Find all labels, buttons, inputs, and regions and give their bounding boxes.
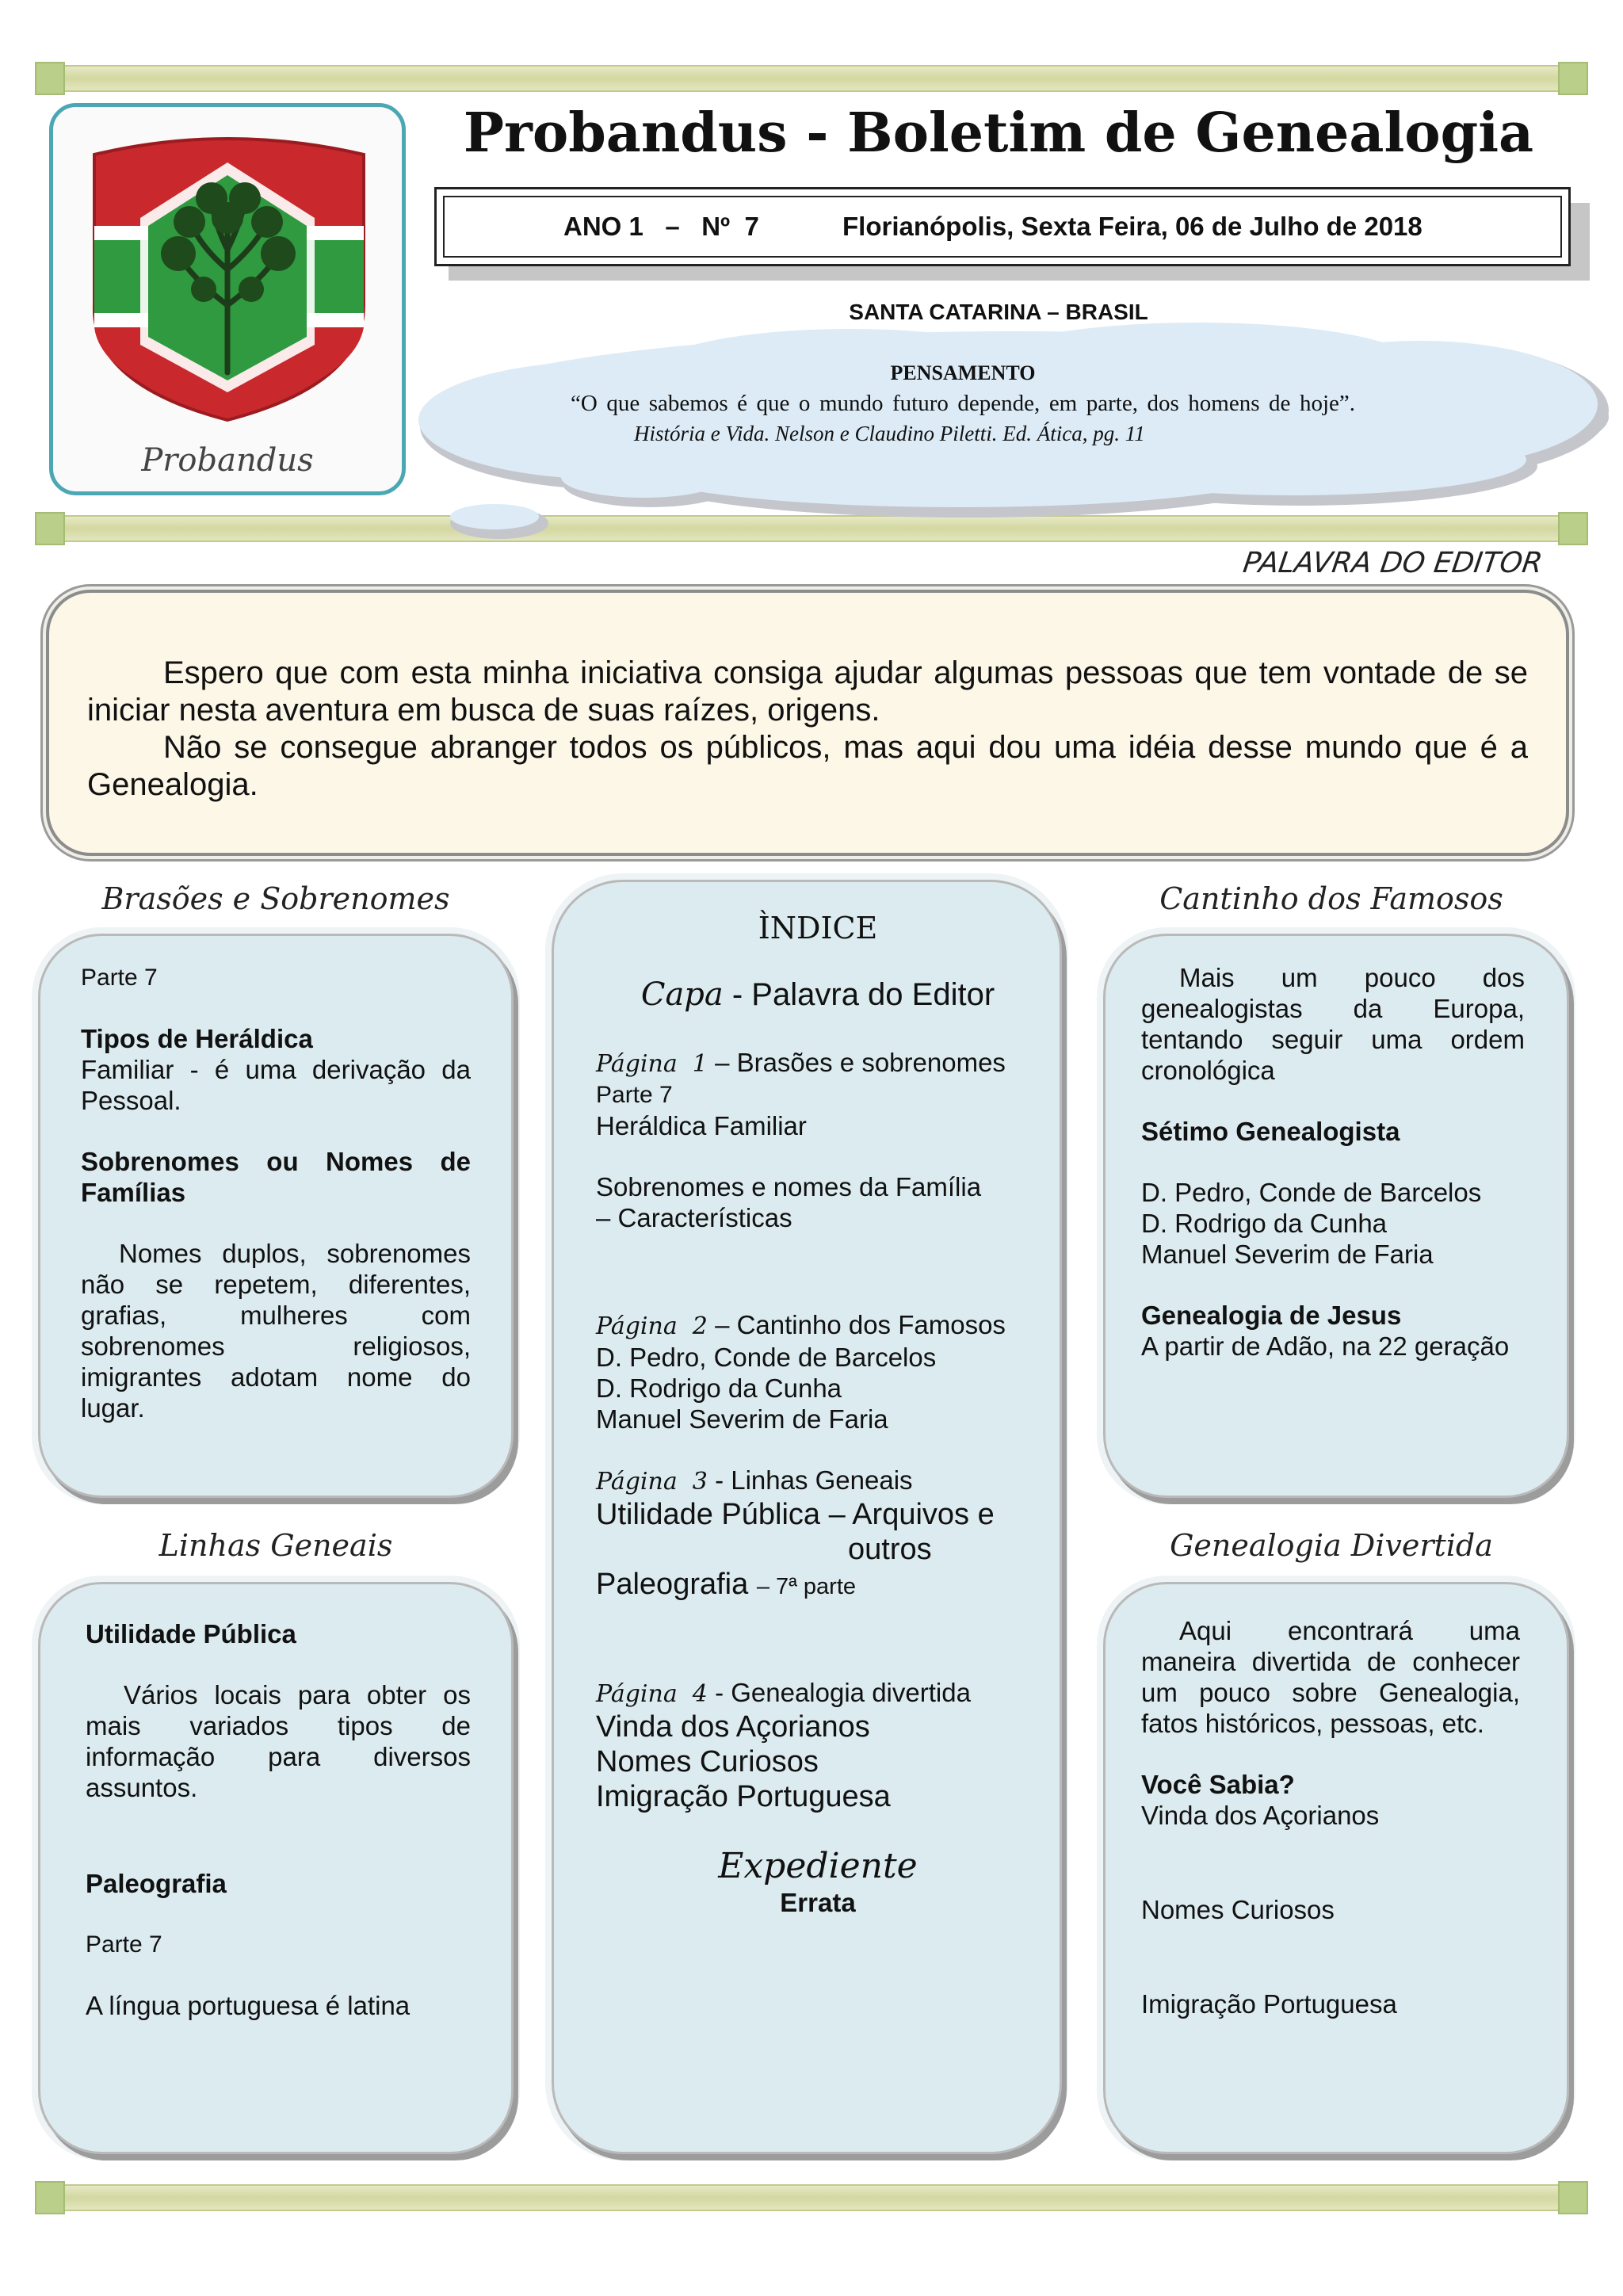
brasoes-heading-1-text: Tipos de Heráldica: [81, 1024, 313, 1053]
indice-page-1-text: – Brasões e sobrenomes: [715, 1048, 1006, 1077]
indice-page-4-text: - Genealogia divertida: [715, 1678, 971, 1707]
indice-page-4: [596, 1677, 1040, 1710]
cantinho-intro: Mais um pouco dos genealogistas da Europa, tentando seguir uma ordem cronológica: [1141, 963, 1525, 1085]
indice-capa-label: Capa: [640, 976, 724, 1013]
editor-box: [46, 590, 1569, 856]
linhas-content: [86, 1618, 471, 2021]
indice-page-2-line-3: Manuel Severim de Faria: [596, 1404, 888, 1434]
cantinho-heading-2: [1141, 1300, 1525, 1331]
shield-emblem: [53, 107, 402, 440]
indice-page-3-line-1b: outros: [848, 1533, 932, 1566]
brasoes-heading: Brasões e Sobrenomes: [101, 881, 450, 916]
thought-quote-text: “O que sabemos é que o mundo futuro depende, em parte, dos homens de hoje”.: [571, 391, 1355, 416]
indice-expediente: Expediente: [718, 1846, 918, 1886]
cantinho-content: [1141, 962, 1525, 1362]
divertida-content: [1141, 1615, 1520, 2019]
indice-page-2-line-2: D. Rodrigo da Cunha: [596, 1373, 842, 1403]
editor-paragraph-1: Espero que com esta minha iniciativa consiga ajudar algumas pessoas que tem vontade de se iniciar nesta aventura em busca de suas raízes, origens.: [87, 655, 1528, 728]
editor-paragraph-2: Não se consegue abranger todos os públicos, mas aqui dou uma idéia desse mundo que é a Genealogia.: [87, 730, 1528, 802]
divertida-text-1: Vinda dos Açorianos: [1141, 1801, 1380, 1830]
linhas-text-2: A língua portuguesa é latina: [86, 1991, 411, 2020]
thought-source: História e Vida. Nelson e Claudino Piletti. Ed. Ática, pg. 11: [634, 422, 1145, 445]
indice-page-1: [596, 1047, 1040, 1079]
divertida-heading: Genealogia Divertida: [1170, 1528, 1493, 1563]
divertida-heading-1: [1141, 1769, 1520, 1800]
issue-number: ANO 1 – Nº 7: [563, 212, 759, 241]
divertida-heading-1-text: Você Sabia?: [1141, 1770, 1295, 1799]
cantinho-heading: Cantinho dos Famosos: [1159, 881, 1503, 916]
indice-content: [596, 913, 1040, 1918]
divertida-text-2: Nomes Curiosos: [1141, 1895, 1335, 1924]
indice-page-4-line-3: Imigração Portuguesa: [596, 1780, 891, 1813]
brasoes-text-2: Nomes duplos, sobrenomes não se repetem, diferentes, grafias, mulheres com sobrenomes religiosos, imigrantes adotam nome do lugar.: [81, 1239, 471, 1423]
linhas-heading-2: [86, 1868, 471, 1899]
indice-page-3-line-2-small: – 7ª parte: [756, 1574, 857, 1599]
brasoes-content: [81, 962, 471, 1423]
indice-errata: Errata: [780, 1888, 856, 1917]
indice-page-4-line-2: Nomes Curiosos: [596, 1745, 819, 1778]
brasoes-part: Parte 7: [81, 965, 158, 991]
brasoes-heading-1: [81, 1023, 471, 1054]
thought-heading: PENSAMENTO: [890, 361, 1036, 384]
indice-page-1-label: Página 1: [596, 1050, 708, 1078]
linhas-part: Parte 7: [86, 1931, 162, 1958]
brasoes-text-1: Familiar - é uma derivação da Pessoal.: [81, 1055, 471, 1115]
issue-info-box: [434, 187, 1571, 266]
indice-page-4-line-1: Vinda dos Açorianos: [596, 1710, 870, 1744]
cantinho-text-2: A partir de Adão, na 22 geração: [1141, 1331, 1510, 1361]
linhas-text-1: Vários locais para obter os mais variados tipos de informação para diversos assuntos.: [86, 1680, 471, 1802]
linhas-heading-1-text: Utilidade Pública: [86, 1619, 296, 1648]
linhas-heading-2-text: Paleografia: [86, 1869, 227, 1898]
indice-page-3-line-2: [596, 1567, 1040, 1604]
cantinho-heading-2-text: Genealogia de Jesus: [1141, 1301, 1402, 1330]
indice-page-2: [596, 1309, 1040, 1342]
linhas-heading: Linhas Geneais: [158, 1528, 393, 1563]
indice-page-2-line-1: D. Pedro, Conde de Barcelos: [596, 1343, 937, 1372]
indice-page-3-label: Página 3: [596, 1468, 708, 1496]
thought-text: [571, 358, 1355, 449]
indice-page-1-line-2: Heráldica Familiar: [596, 1111, 807, 1140]
indice-page-1-extra-2: – Características: [596, 1203, 792, 1232]
brasoes-heading-2: Sobrenomes ou Nomes de Famílias: [81, 1147, 471, 1207]
indice-capa: [596, 976, 1040, 1014]
state-country: SANTA CATARINA – BRASIL: [849, 300, 1148, 324]
indice-capa-text: - Palavra do Editor: [731, 977, 995, 1012]
editor-label: PALAVRA DO EDITOR: [1241, 547, 1545, 579]
logo: [49, 103, 406, 495]
cantinho-heading-1: [1141, 1116, 1525, 1147]
logo-caption: Probandus: [141, 442, 314, 479]
top-rail: [38, 65, 1585, 92]
indice-page-3: [596, 1465, 1040, 1497]
newsletter-title: Probandus - Boletim de Genealogia: [463, 101, 1534, 165]
divertida-intro: Aqui encontrará uma maneira divertida de conhecer um pouco sobre Genealogia, fatos históricos, pessoas, etc.: [1141, 1616, 1520, 1738]
indice-page-1-line-1: Parte 7: [596, 1082, 673, 1108]
linhas-heading-1: [86, 1618, 471, 1649]
indice-page-3-text: - Linhas Geneais: [715, 1465, 913, 1495]
indice-page-2-text: – Cantinho dos Famosos: [715, 1310, 1006, 1339]
indice-page-4-label: Página 4: [596, 1680, 708, 1708]
cantinho-heading-1-text: Sétimo Genealogista: [1141, 1117, 1400, 1146]
issue-info-inner: [443, 196, 1562, 258]
indice-page-1-extra-1: Sobrenomes e nomes da Família: [596, 1172, 982, 1201]
bottom-rail: [38, 2184, 1585, 2211]
indice-page-2-label: Página 2: [596, 1312, 708, 1340]
indice-heading: ÌNDICE: [758, 911, 878, 946]
cantinho-name-2: D. Rodrigo da Cunha: [1141, 1209, 1388, 1238]
cantinho-name-3: Manuel Severim de Faria: [1141, 1240, 1434, 1269]
indice-page-3-line-2-text: Paleografia: [596, 1568, 749, 1601]
issue-date: Florianópolis, Sexta Feira, 06 de Julho de 2018: [842, 212, 1423, 241]
divertida-text-3: Imigração Portuguesa: [1141, 1989, 1397, 2019]
thought-quote: [571, 388, 1355, 449]
cantinho-name-1: D. Pedro, Conde de Barcelos: [1141, 1178, 1482, 1207]
indice-page-3-line-1: Utilidade Pública – Arquivos e: [596, 1498, 995, 1531]
